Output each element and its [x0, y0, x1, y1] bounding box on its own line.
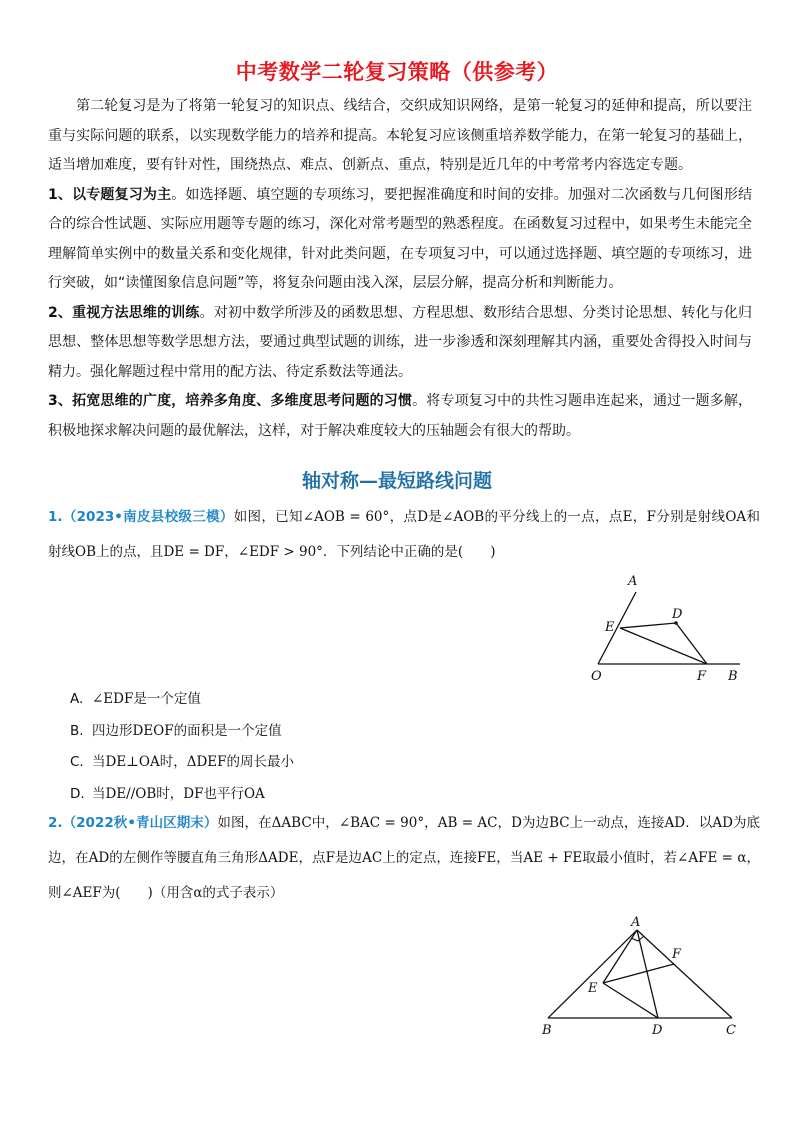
label-o: O: [591, 669, 602, 684]
label-b: B: [728, 669, 738, 684]
option-d-letter: D.: [70, 785, 85, 802]
question-2-figure: [530, 910, 750, 1040]
point-2-label: 2、重视方法思维的训练: [48, 304, 200, 321]
question-1-figure: [580, 570, 755, 685]
point-3: [48, 387, 752, 446]
option-d-text: 当DE//OB时，DF也平行OA: [92, 785, 265, 802]
label-b: B: [542, 1023, 552, 1038]
question-1-source: （2023•南皮县校级三模）: [62, 509, 234, 525]
label-c: C: [726, 1023, 736, 1038]
question-1-stem: 如图，已知∠AOB = 60°，点D是∠AOB的平分线上的一点，点E，F分别是射线OA和射线OB上的点，且DE = DF，∠EDF > 90°．下列结论中正确的是( ): [48, 509, 760, 560]
point-3-label: 3、拓宽思维的广度，培养多角度、多维度思考问题的习惯: [48, 393, 413, 409]
segment-ad: [637, 930, 658, 1018]
ray-oa: [598, 592, 636, 664]
intro-block: [48, 92, 752, 446]
option-a-text: ∠EDF是一个定值: [92, 691, 201, 707]
point-1-text: 。如选择题、填空题的专项练习，要把握准确度和时间的安排。加强对二次函数与几何图形结合的综合性试题、实际应用题等专题的练习，深化对常考题型的熟悉程度。在函数复习过程中，如果考生未能完全理解简单实例中的数量关系和变化规律，针对此类问题，在专项复习中，可以通过选择题、填空题的专项练习，进行突破，如“读懂图象信息问题”等，将复杂问题由浅入深，层层分解，提高分析和判断能力。: [48, 186, 752, 291]
label-d: D: [652, 1023, 663, 1038]
intro-paragraph: 第二轮复习是为了将第一轮复习的知识点、线结合，交织成知识网络，是第一轮复习的延伸和提高，所以要注重与实际问题的联系，以实现数学能力的培养和提高。本轮复习应该侧重培养数学能力，在第一轮复习的基础上，适当增加难度，要有针对性，围绕热点、难点、创新点、重点，特别是近几年的中考常考内容选定专题。: [48, 98, 752, 173]
section-title: 轴对称—最短路线问题: [301, 470, 492, 492]
option-b-text: 四边形DEOF的面积是一个定值: [92, 722, 282, 739]
label-f: F: [697, 669, 707, 684]
label-a: A: [631, 915, 641, 930]
question-1-number: 1.: [48, 509, 63, 525]
point-2-text: 。对初中数学所涉及的函数思想、方程思想、数形结合思想、分类讨论思想、转化与化归思想、整体思想等数学思想方法，要通过典型试题的训练，进一步渗透和深刻理解其内涵，重要处舍得投入时间与精力。强化解题过程中常用的配方法、待定系数法等通法。: [48, 304, 752, 380]
question-1-options: [70, 684, 550, 810]
label-a: A: [628, 574, 638, 589]
option-b-letter: B.: [70, 722, 84, 739]
label-e: E: [588, 981, 598, 996]
question-2-number: 2.: [48, 815, 63, 831]
option-a-letter: A.: [70, 691, 84, 707]
point-2: [48, 299, 752, 388]
point-3-text: 。将专项复习中的共性习题串连起来，通过一题多解，积极地探求解决问题的最优解法，这样，对于解决难度较大的压轴题会有很大的帮助。: [48, 393, 752, 439]
label-e: E: [605, 620, 615, 635]
point-1: [48, 181, 752, 299]
segment-ac: [637, 930, 732, 1018]
question-1-stem-line: [48, 500, 760, 570]
point-1-label: 1、以专题复习为主: [48, 186, 172, 203]
label-f: F: [672, 947, 682, 962]
question-2: [48, 806, 760, 911]
option-c-letter: C.: [70, 754, 84, 770]
question-2-stem-line: [48, 806, 760, 911]
segment-ed: [620, 623, 676, 628]
option-b[interactable]: [70, 716, 550, 748]
option-a[interactable]: [70, 684, 550, 716]
segment-ed: [603, 983, 658, 1018]
question-2-stem: 如图，在ΔABC中，∠BAC = 90°，AB = AC，D为边BC上一动点，连接AD．以AD为底边，在AD的左侧作等腰直角三角形ΔADE，点F是边AC上的定点，连接FE，当AE + FE取最小值时，若∠AFE = α，则∠AEF为( )（用含α的式子表示）: [48, 815, 761, 901]
option-c[interactable]: [70, 747, 550, 779]
option-c-text: 当DE⊥OA时，ΔDEF的周长最小: [92, 754, 294, 770]
question-2-source: （2022秋•青山区期末）: [62, 815, 218, 831]
segment-ab: [548, 930, 637, 1018]
page-title: 中考数学二轮复习策略（供参考）: [235, 60, 559, 84]
label-d: D: [672, 607, 683, 622]
question-1: [48, 500, 760, 570]
